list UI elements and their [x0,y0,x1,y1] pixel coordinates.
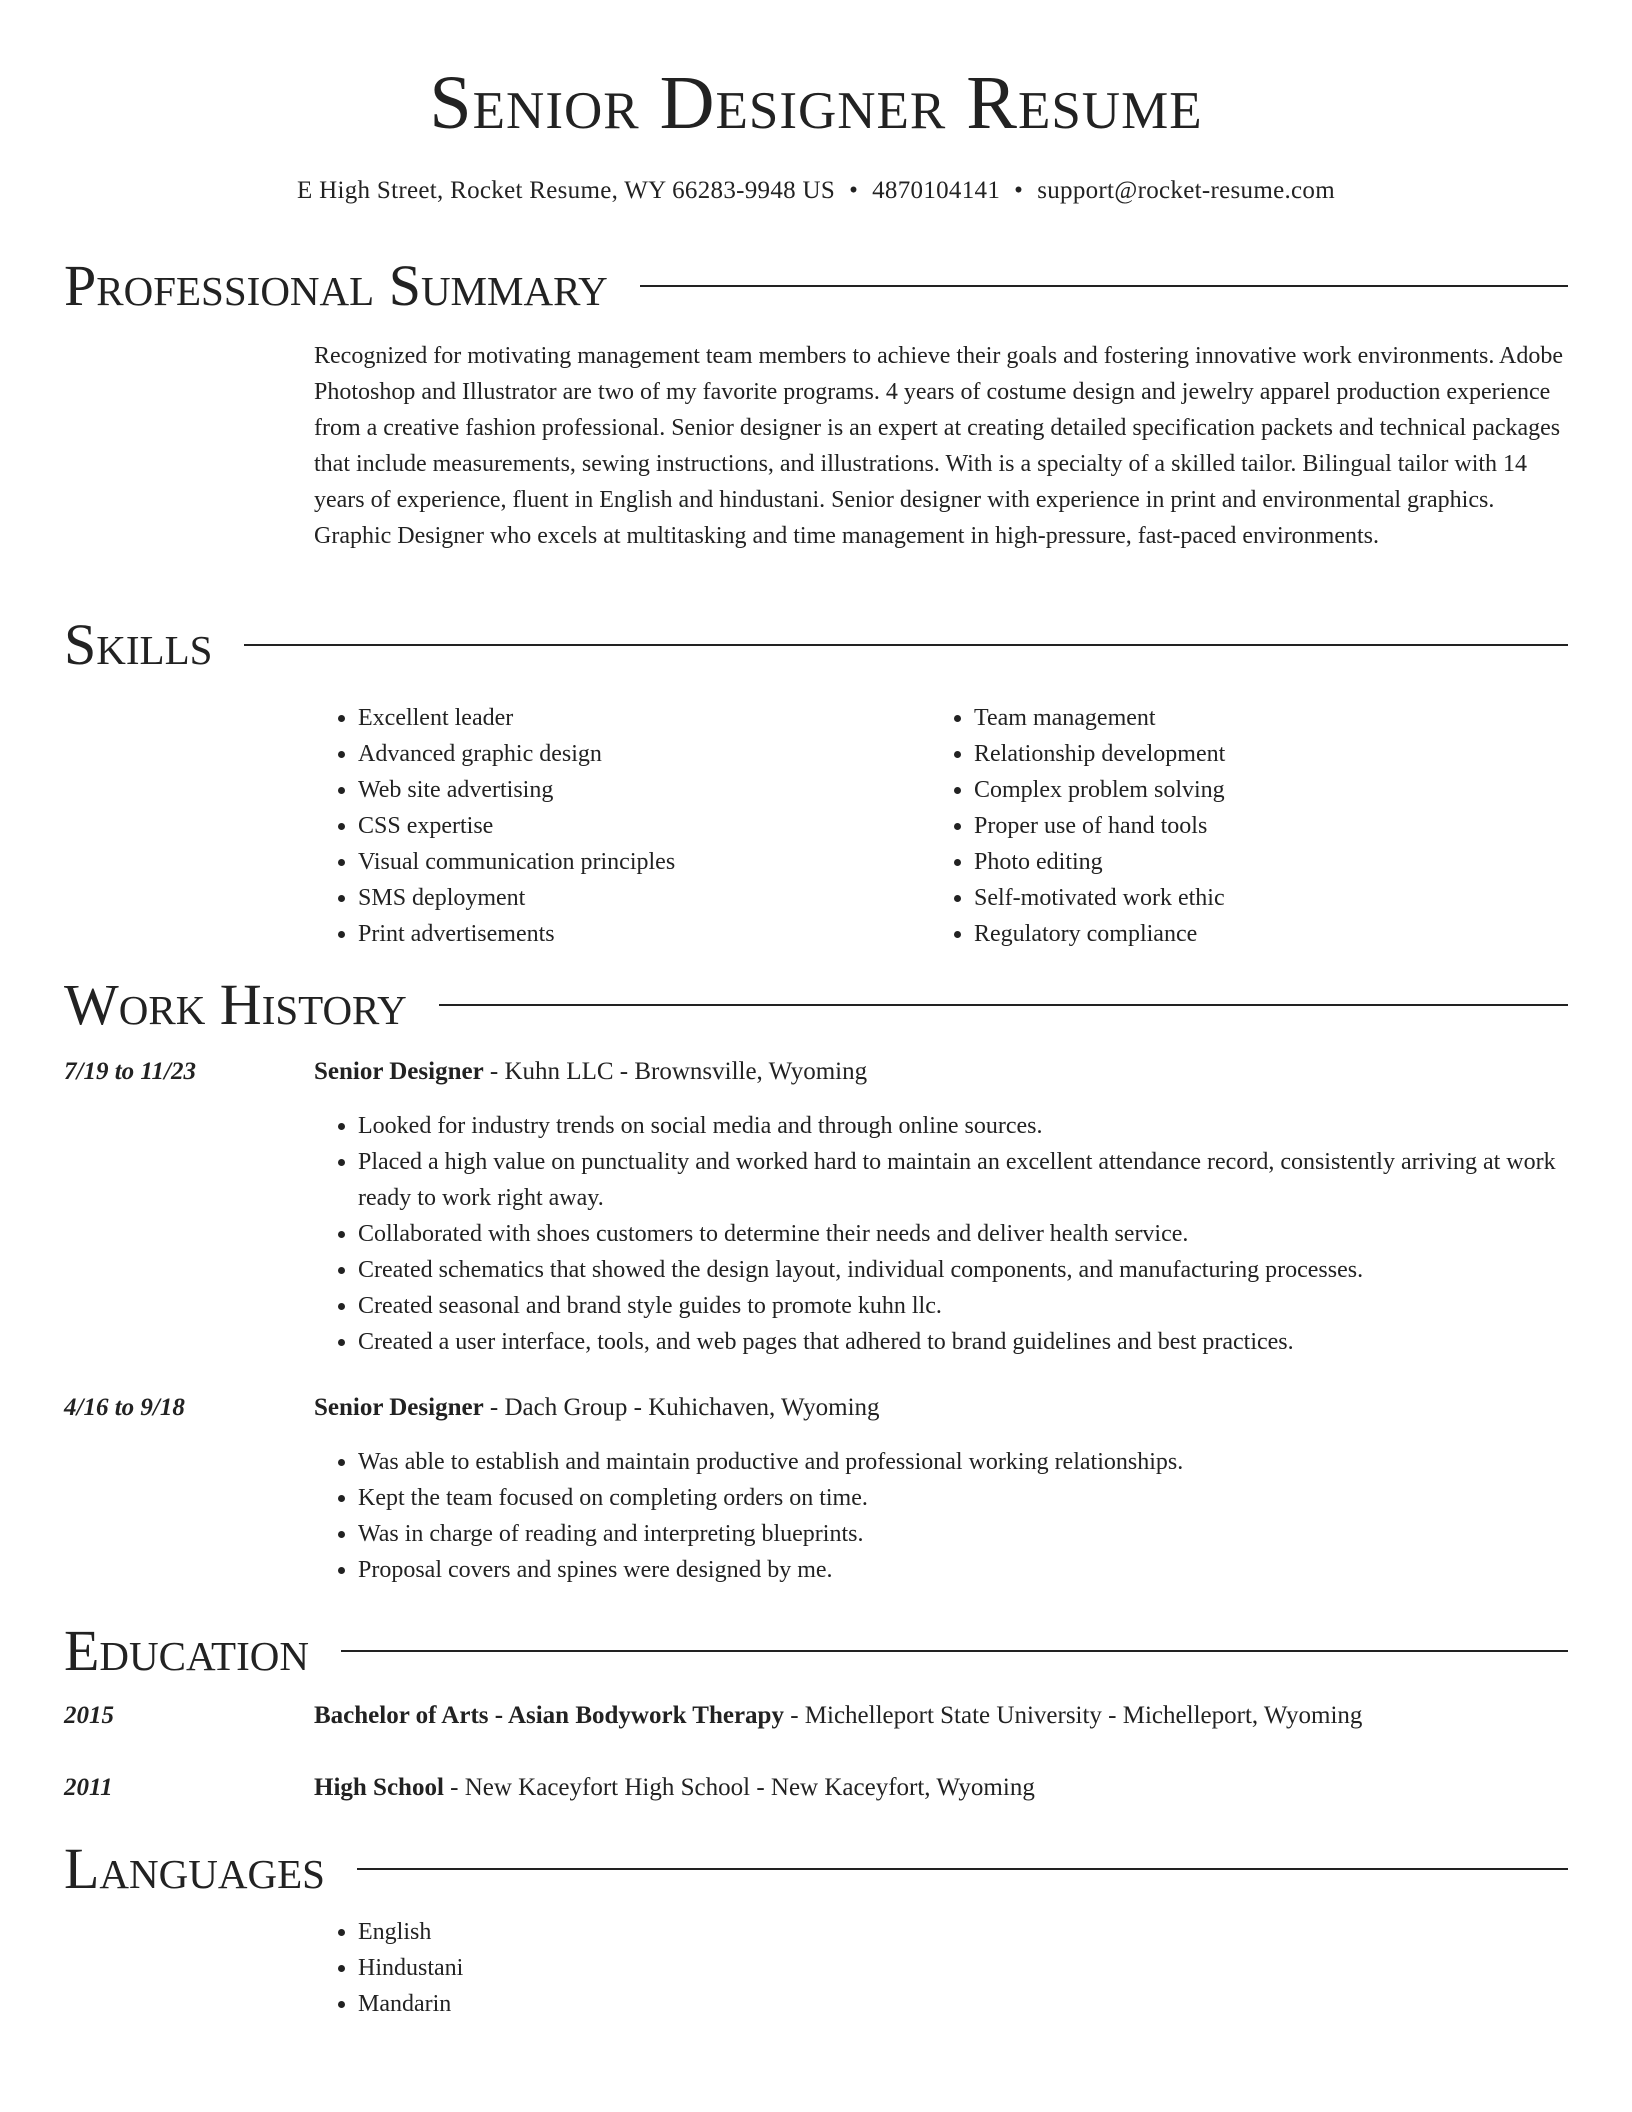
work-bullet: • Collaborated with shoes customers to determine their needs and deliver health service. [358,1216,1568,1252]
languages-section-header [64,1836,1568,1902]
education-section-header [64,1618,1568,1684]
work-entry-heading [314,1054,1568,1090]
section-divider [640,285,1568,287]
resume-title: Senior Designer Resume [429,61,1203,145]
job-employer: - Dach Group - Kuhichaven, Wyoming [483,1394,880,1421]
section-divider [244,644,1568,646]
skill-item: • Self-motivated work ethic [974,880,1530,916]
section-title-summary: Professional Summary [64,253,608,318]
separator-dot: • [849,177,859,204]
degree: High School [314,1774,444,1801]
education-entry [314,1698,1568,1734]
section-divider [357,1868,1568,1870]
section-divider [439,1004,1568,1006]
job-title: Senior Designer [314,1058,484,1085]
skill-item: • Complex problem solving [974,772,1530,808]
skill-item: • Advanced graphic design [358,736,914,772]
education-year: 2011 [64,1774,113,1801]
skills-column-right [930,700,1530,952]
address: E High Street, Rocket Resume, WY 66283-9948 US [297,177,836,204]
section-title-education: Education [64,1618,309,1683]
education-year: 2015 [64,1702,114,1729]
skill-item: • Team management [974,700,1530,736]
work-bullet: • Looked for industry trends on social media and through online sources. [358,1108,1568,1144]
skill-item: • Print advertisements [358,916,914,952]
section-title-work: Work History [64,972,407,1037]
skill-item: • Web site advertising [358,772,914,808]
degree: Bachelor of Arts - Asian Bodywork Therapy [314,1702,784,1729]
work-bullet: • Kept the team focused on completing orders on time. [358,1480,1568,1516]
work-bullet: • Proposal covers and spines were designed by me. [358,1552,1568,1588]
education-entry [314,1770,1568,1806]
skill-item: • CSS expertise [358,808,914,844]
skills-section-header [64,612,1568,678]
work-dates: 4/16 to 9/18 [64,1394,185,1421]
work-bullet: • Was in charge of reading and interpreting blueprints. [358,1516,1568,1552]
work-dates: 7/19 to 11/23 [64,1058,196,1085]
email: support@rocket-resume.com [1037,177,1335,204]
contact-line [0,174,1632,208]
work-bullet: • Created seasonal and brand style guides to promote kuhn llc. [358,1288,1568,1324]
phone: 4870104141 [872,177,1001,204]
work-bullet: • Created a user interface, tools, and web pages that adhered to brand guidelines and best practices. [358,1324,1568,1360]
work-entry-heading [314,1390,1568,1426]
skill-item: • SMS deployment [358,880,914,916]
skill-item: • Regulatory compliance [974,916,1530,952]
section-title-languages: Languages [64,1836,325,1901]
languages-list [314,1914,1568,2022]
skill-item: • Photo editing [974,844,1530,880]
work-bullet: • Placed a high value on punctuality and worked hard to maintain an excellent attendance record, consistently arriving at work ready to work right away. [358,1144,1568,1216]
section-title-skills: Skills [64,612,213,677]
work-section-header [64,972,1568,1038]
work-bullet: • Created schematics that showed the design layout, individual components, and manufacturing processes. [358,1252,1568,1288]
skill-item: • Excellent leader [358,700,914,736]
skill-item: • Relationship development [974,736,1530,772]
language-item: • Hindustani [358,1950,1568,1986]
job-employer: - Kuhn LLC - Brownsville, Wyoming [483,1058,868,1085]
school: - New Kaceyfort High School - New Kaceyfort, Wyoming [443,1774,1035,1801]
school: - Michelleport State University - Michelleport, Wyoming [783,1702,1363,1729]
language-item: • Mandarin [358,1986,1568,2022]
language-item: • English [358,1914,1568,1950]
summary-section-header [64,253,1568,319]
job-title: Senior Designer [314,1394,484,1421]
work-bullets [314,1444,1568,1588]
summary-text: Recognized for motivating management team members to achieve their goals and fostering innovative work environments. Adobe Photoshop and Illustrator are two of my favorite programs. 4 years of costume design and jewelry apparel production experience from a creative fashion professional. Senior designer is an expert at creating detailed specification packets and technical packages that include measurements, sewing instructions, and illustrations. With is a specialty of a skilled tailor. Bilingual tailor with 14 years of experience, fluent in English and hindustani. Senior designer with experience in print and environmental graphics. Graphic Designer who excels at multitasking and time management in high-pressure, fast-paced environments. [314,343,1563,549]
work-bullet: • Was able to establish and maintain productive and professional working relationships. [358,1444,1568,1480]
skills-column-left [314,700,914,952]
section-divider [341,1650,1568,1652]
skill-item: • Proper use of hand tools [974,808,1530,844]
separator-dot: • [1014,177,1024,204]
work-bullets [314,1108,1568,1360]
skill-item: • Visual communication principles [358,844,914,880]
